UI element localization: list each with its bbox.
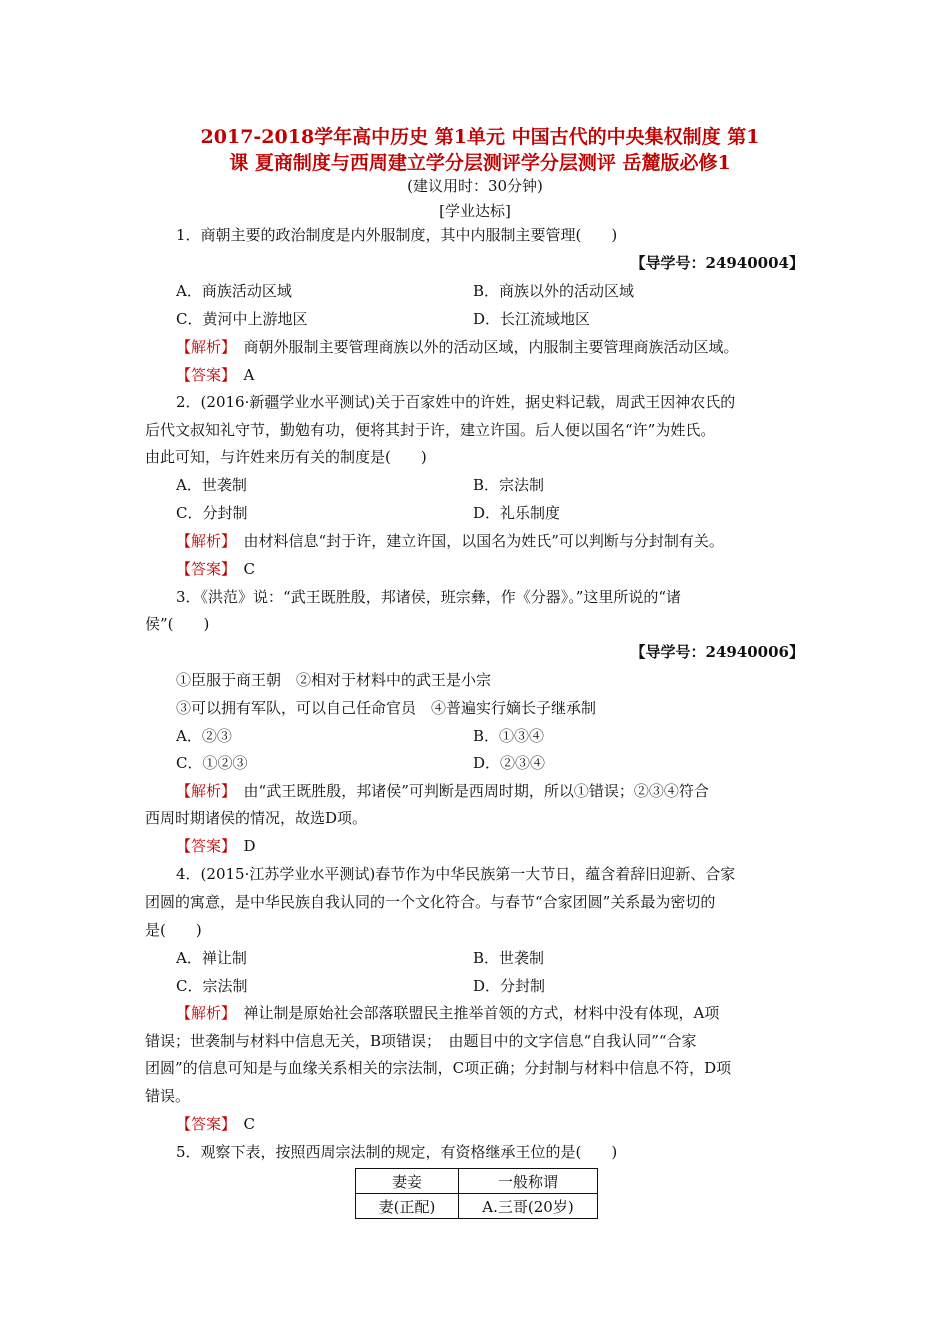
q5-stem: 5．观察下表，按照西周宗法制的规定，有资格继承王位的是( ) bbox=[176, 1143, 618, 1161]
q4-analysis-text-2: 错误；世袭制与材料中信息无关，B项错误； 由题目中的文字信息“自我认同”“合家 bbox=[145, 1032, 697, 1050]
q4-analysis-text-4: 错误。 bbox=[145, 1087, 191, 1105]
q3-answer-text: D bbox=[243, 837, 256, 855]
q3-option-b: B．①③④ bbox=[473, 727, 545, 745]
table-header-row bbox=[356, 1169, 598, 1194]
q4-option-a: A．禅让制 bbox=[176, 949, 247, 967]
q1-option-d: D．长江流域地区 bbox=[473, 310, 591, 328]
table-header: 妻妾 bbox=[356, 1169, 459, 1194]
q4-stem-1: 4．(2015·江苏学业水平测试)春节作为中华民族第一大节日，蕴含着辞旧迎新、合家 bbox=[176, 865, 736, 883]
analysis-label: 【解析】 bbox=[176, 1004, 229, 1022]
q4-answer bbox=[176, 1114, 255, 1134]
section-heading: [学业达标] bbox=[439, 202, 511, 220]
analysis-label: 【解析】 bbox=[176, 782, 229, 800]
q4-analysis bbox=[176, 1003, 719, 1023]
q1-analysis bbox=[176, 337, 739, 357]
q2-stem-1: 2．(2016·新疆学业水平测试)关于百家姓中的许姓，据史料记载，周武王因神农氏的 bbox=[176, 393, 736, 411]
q4-option-b: B．世袭制 bbox=[473, 949, 545, 967]
q2-answer-text: C bbox=[243, 560, 256, 578]
q4-stem-3: 是( ) bbox=[145, 921, 202, 939]
q2-option-c: C．分封制 bbox=[176, 504, 248, 522]
analysis-label: 【解析】 bbox=[176, 338, 229, 356]
time-note: (建议用时：30分钟) bbox=[407, 177, 543, 195]
q3-stem-1: 3．《洪范》说：“武王既胜殷，邦诸侯，班宗彝，作《分器》。”这里所说的“诸 bbox=[176, 588, 682, 606]
q2-answer bbox=[176, 559, 255, 579]
table-cell: A.三哥(20岁) bbox=[459, 1194, 598, 1219]
q4-stem-2: 团圆的寓意，是中华民族自我认同的一个文化符合。与春节“合家团圆”关系最为密切的 bbox=[145, 893, 716, 911]
table-cell: 妻(正配) bbox=[356, 1194, 459, 1219]
q3-analysis bbox=[176, 781, 709, 801]
answer-label: 【答案】 bbox=[176, 366, 229, 384]
q4-option-c: C．宗法制 bbox=[176, 977, 248, 995]
q1-answer-text: A bbox=[243, 366, 255, 384]
q2-analysis bbox=[176, 531, 724, 551]
q2-option-b: B．宗法制 bbox=[473, 476, 545, 494]
q4-analysis-text-3: 团圆”的信息可知是与血缘关系相关的宗法制，C项正确；分封制与材料中信息不符，D项 bbox=[145, 1059, 732, 1077]
answer-label: 【答案】 bbox=[176, 1115, 229, 1133]
q3-answer bbox=[176, 836, 256, 856]
analysis-label: 【解析】 bbox=[176, 532, 229, 550]
q5-table bbox=[355, 1168, 598, 1219]
q2-analysis-text: 由材料信息“封于许，建立许国，以国名为姓氏”可以判断与分封制有关。 bbox=[243, 532, 724, 550]
title-line-1: 2017-2018学年高中历史 第1单元 中国古代的中央集权制度 第1 bbox=[200, 126, 760, 148]
q1-analysis-text: 商朝外服制主要管理商族以外的活动区域，内服制主要管理商族活动区域。 bbox=[243, 338, 739, 356]
title-line-2: 课 夏商制度与西周建立学分层测评学分层测评 岳麓版必修1 bbox=[229, 152, 731, 174]
q3-option-d: D．②③④ bbox=[473, 754, 546, 772]
q3-item-1: ①臣服于商王朝 ②相对于材料中的武王是小宗 bbox=[176, 671, 492, 689]
table-row bbox=[356, 1194, 598, 1219]
q3-item-2: ③可以拥有军队，可以自己任命官员 ④普遍实行嫡长子继承制 bbox=[176, 699, 597, 717]
q1-option-c: C．黄河中上游地区 bbox=[176, 310, 308, 328]
q2-stem-3: 由此可知，与许姓来历有关的制度是( ) bbox=[145, 448, 427, 466]
q3-stem-2: 侯”( ) bbox=[145, 615, 210, 633]
q3-analysis-text-1: 由“武王既胜殷，邦诸侯”可判断是西周时期，所以①错误；②③④符合 bbox=[243, 782, 709, 800]
q4-option-d: D．分封制 bbox=[473, 977, 546, 995]
q1-stem: 1．商朝主要的政治制度是内外服制度，其中内服制主要管理( ) bbox=[176, 226, 618, 244]
q2-option-a: A．世袭制 bbox=[176, 476, 247, 494]
q2-option-d: D．礼乐制度 bbox=[473, 504, 561, 522]
q3-option-a: A．②③ bbox=[176, 727, 232, 745]
table-header: 一般称谓 bbox=[459, 1169, 598, 1194]
q3-guide-number: 【导学号：24940006】 bbox=[630, 643, 804, 661]
q1-option-a: A．商族活动区域 bbox=[176, 282, 292, 300]
q1-option-b: B．商族以外的活动区域 bbox=[473, 282, 635, 300]
q1-answer bbox=[176, 365, 254, 385]
q3-option-c: C．①②③ bbox=[176, 754, 248, 772]
q2-stem-2: 后代文叔知礼守节，勤勉有功，便将其封于许，建立许国。后人便以国名“许”为姓氏。 bbox=[145, 421, 716, 439]
q4-analysis-text-1: 禅让制是原始社会部落联盟民主推举首领的方式，材料中没有体现，A项 bbox=[243, 1004, 720, 1022]
q3-analysis-text-2: 西周时期诸侯的情况，故选D项。 bbox=[145, 809, 368, 827]
answer-label: 【答案】 bbox=[176, 837, 229, 855]
answer-label: 【答案】 bbox=[176, 560, 229, 578]
document-title bbox=[140, 124, 820, 176]
q1-guide-number: 【导学号：24940004】 bbox=[630, 254, 804, 272]
q4-answer-text: C bbox=[243, 1115, 256, 1133]
